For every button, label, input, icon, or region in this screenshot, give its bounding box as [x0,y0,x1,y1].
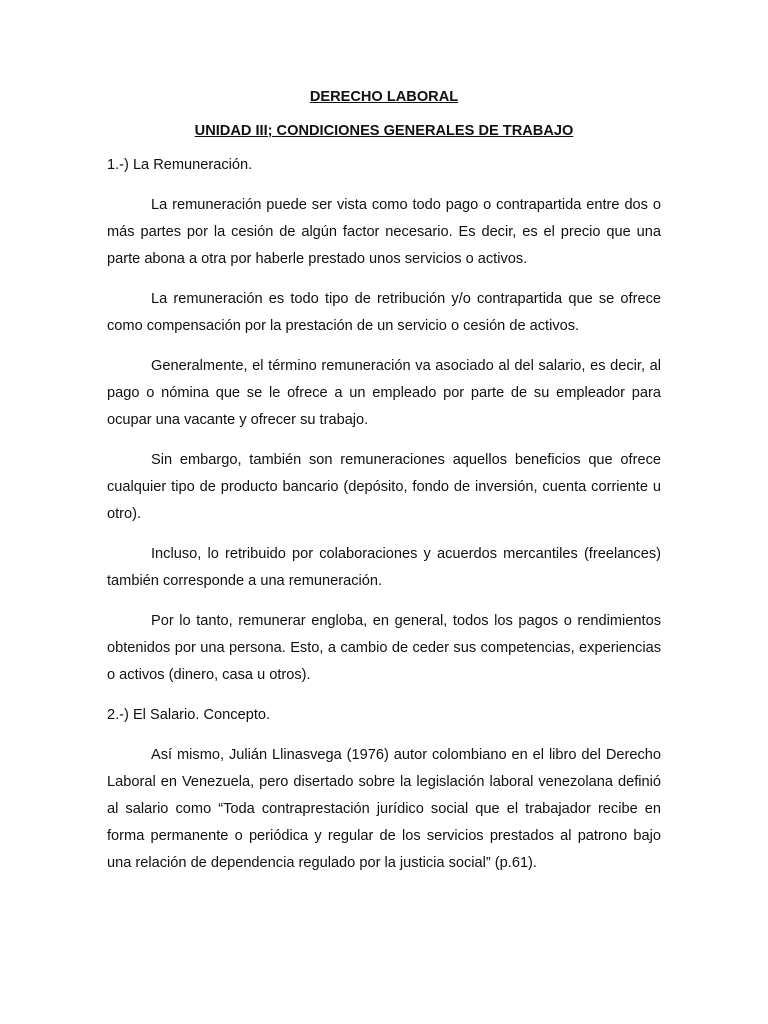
document-subtitle: UNIDAD III; CONDICIONES GENERALES DE TRABAJO [194,123,574,139]
document-page [107,84,661,890]
paragraph: Generalmente, el término remuneración va asociado al del salario, es decir, al pago o nómina que se le ofrece a un empleado por parte de su empleador para ocupar una vacante y ofrecer su trabajo. [107,358,661,428]
paragraph: Así mismo, Julián Llinasvega (1976) autor colombiano en el libro del Derecho Laboral en Venezuela, pero disertado sobre la legislación laboral venezolana definió al salario como “Toda contraprestación jurídico social que el trabajador recibe en forma permanente o periódica y regular de los servicios prestados al patrono bajo una relación de dependencia regulado por la justicia social” (p.61). [107,747,661,871]
paragraph: Sin embargo, también son remuneraciones aquellos beneficios que ofrece cualquier tipo de producto bancario (depósito, fondo de inversión, cuenta corriente u otro). [107,452,661,522]
document-title: DERECHO LABORAL [309,89,459,105]
paragraph: La remuneración es todo tipo de retribución y/o contrapartida que se ofrece como compensación por la prestación de un servicio o cesión de activos. [107,291,661,334]
paragraph: Por lo tanto, remunerar engloba, en general, todos los pagos o rendimientos obtenidos por una persona. Esto, a cambio de ceder sus competencias, experiencias o activos (dinero, casa u otros). [107,613,661,683]
paragraph: Incluso, lo retribuido por colaboraciones y acuerdos mercantiles (freelances) también corresponde a una remuneración. [107,546,661,589]
section-heading-remuneracion: 1.-) La Remuneración. [107,157,253,173]
paragraph: La remuneración puede ser vista como todo pago o contrapartida entre dos o más partes por la cesión de algún factor necesario. Es decir, es el precio que una parte abona a otra por haberle prestado unos servicios o activos. [107,197,661,267]
section-heading-salario: 2.-) El Salario. Concepto. [107,707,271,723]
